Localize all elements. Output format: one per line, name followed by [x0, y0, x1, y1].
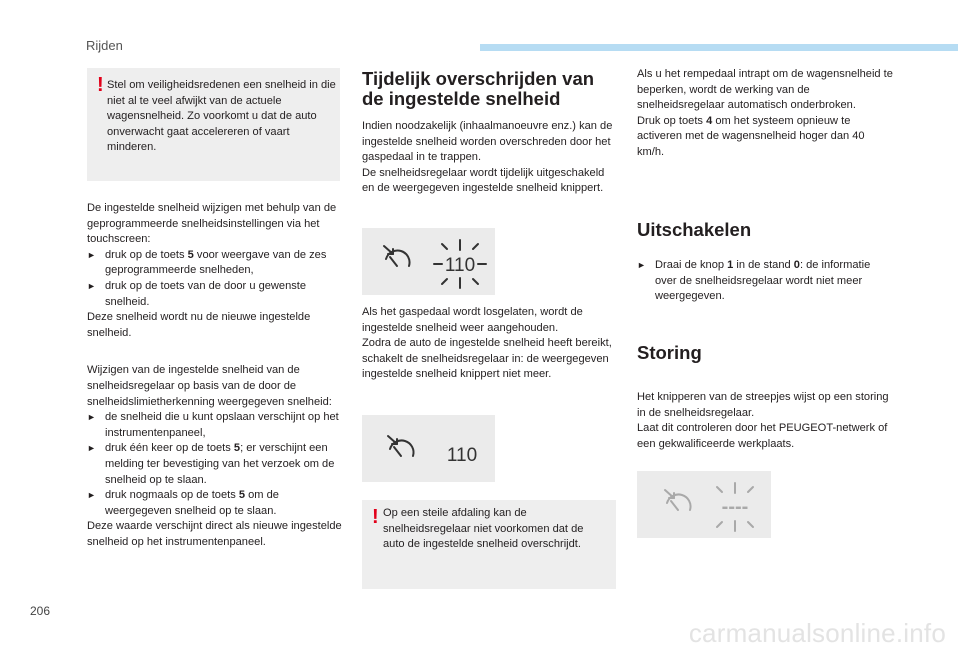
list-item: ► druk één keer op de toets 5; er verschijnt een melding ter bevestiging van het verzoek om de snelheid op te slaan. — [87, 441, 343, 488]
arrow-bullet-icon: ► — [87, 412, 96, 423]
list-item: ► Draai de knop 1 in de stand 0: de informatie over de snelheidsregelaar wordt niet meer weergegeven. — [637, 258, 893, 305]
page-number: 206 — [30, 604, 51, 618]
paragraph: Het knipperen van de streepjes wijst op een storing in de snelheidsregelaar. — [637, 391, 889, 419]
speedometer-icon — [362, 228, 495, 295]
cruise-fault-illustration — [637, 471, 771, 538]
arrow-bullet-icon: ► — [87, 249, 96, 260]
column-3-block-2 — [637, 258, 893, 305]
set-speed-value: 110 — [444, 255, 476, 276]
arrow-bullet-icon: ► — [87, 490, 96, 501]
paragraph: Als u het rempedaal intrapt om de wagensnelheid te beperken, wordt de werking van de snelheidsregelaar automatisch onderbroken. — [637, 68, 893, 112]
fault-dashes: ---- — [721, 496, 749, 518]
paragraph: Laat dit controleren door het PEUGEOT-netwerk of een gekwalificeerde werkplaats. — [637, 422, 888, 450]
paragraph: Wijzigen van de ingestelde snelheid van de snelheidsregelaar op basis van de door de snelheidslimietherkenning weergegeven snelheid: — [87, 364, 332, 408]
column-3-block-3 — [637, 390, 893, 452]
paragraph: Indien noodzakelijk (inhaalmanoeuvre enz.) kan de ingestelde snelheid worden overschreden door het gaspedaal in te trappen. — [362, 120, 613, 164]
list-item: ► druk nogmaals op de toets 5 om de weergegeven snelheid op te slaan. — [87, 488, 343, 519]
paragraph: Deze snelheid wordt nu de nieuwe ingestelde snelheid. — [87, 311, 311, 339]
warning-box-descent — [362, 500, 616, 589]
cruise-active-illustration — [362, 415, 495, 482]
paragraph: Deze waarde verschijnt direct als nieuwe ingestelde snelheid op het instrumentenpaneel. — [87, 520, 342, 548]
column-3-block-1 — [637, 67, 893, 161]
paragraph: De snelheidsregelaar wordt tijdelijk uitgeschakeld en de weergegeven ingestelde snelheid knippert. — [362, 166, 605, 195]
paragraph: De ingestelde snelheid wijzigen met behulp van de geprogrammeerde snelheidsinstellingen via het touchscreen: — [87, 202, 337, 246]
set-speed-value: 110 — [446, 445, 478, 466]
column-2-block-2 — [362, 305, 618, 383]
warning-box-speed — [87, 68, 340, 181]
arrow-bullet-icon: ► — [87, 280, 96, 291]
exclamation-icon: ! — [372, 506, 379, 528]
arrow-bullet-icon: ► — [87, 443, 96, 454]
list-item: ► de snelheid die u kunt opslaan verschijnt op het instrumentenpaneel, — [87, 410, 343, 441]
speedometer-icon — [637, 471, 771, 538]
heading-fault: Storing — [637, 342, 702, 363]
heading-deactivate: Uitschakelen — [637, 219, 752, 240]
list-item: ► druk op de toets 5 voor weergave van de zes geprogrammeerde snelheden, — [87, 248, 343, 279]
column-2-block-1 — [362, 119, 618, 197]
exclamation-icon: ! — [97, 74, 104, 96]
watermark-text: carmanualsonline.info — [688, 618, 946, 648]
list-item: ► druk op de toets van de door u gewenste snelheid. — [87, 279, 343, 310]
speedometer-icon — [362, 415, 495, 482]
section-title: Rijden — [86, 38, 123, 53]
paragraph: Druk op toets 4 om het systeem opnieuw te activeren met de wagensnelheid hoger dan 40 km/h. — [637, 114, 865, 158]
arrow-bullet-icon: ► — [637, 260, 646, 270]
column-1 — [87, 201, 343, 550]
warning-text: Stel om veiligheidsredenen een snelheid in die niet al te veel afwijkt van de actuele wagensnelheid. Zo voorkomt u dat de auto onverwacht gaat accelereren of vaart minderen. — [107, 79, 336, 154]
paragraph: Als het gaspedaal wordt losgelaten, wordt de ingestelde snelheid weer aangehouden. — [362, 306, 583, 334]
heading-temporary-override: Tijdelijk overschrijden van de ingestelde snelheid — [362, 68, 595, 109]
paragraph: Zodra de auto de ingestelde snelheid heeft bereikt, schakelt de snelheidsregelaar in: de weergegeven ingestelde snelheid knippert niet meer. — [362, 337, 612, 381]
warning-text: Op een steile afdaling kan de snelheidsregelaar niet voorkomen dat de auto de ingestelde snelheid overschrijdt. — [383, 507, 584, 551]
cruise-blinking-illustration — [362, 228, 495, 295]
header-bar — [480, 44, 958, 51]
